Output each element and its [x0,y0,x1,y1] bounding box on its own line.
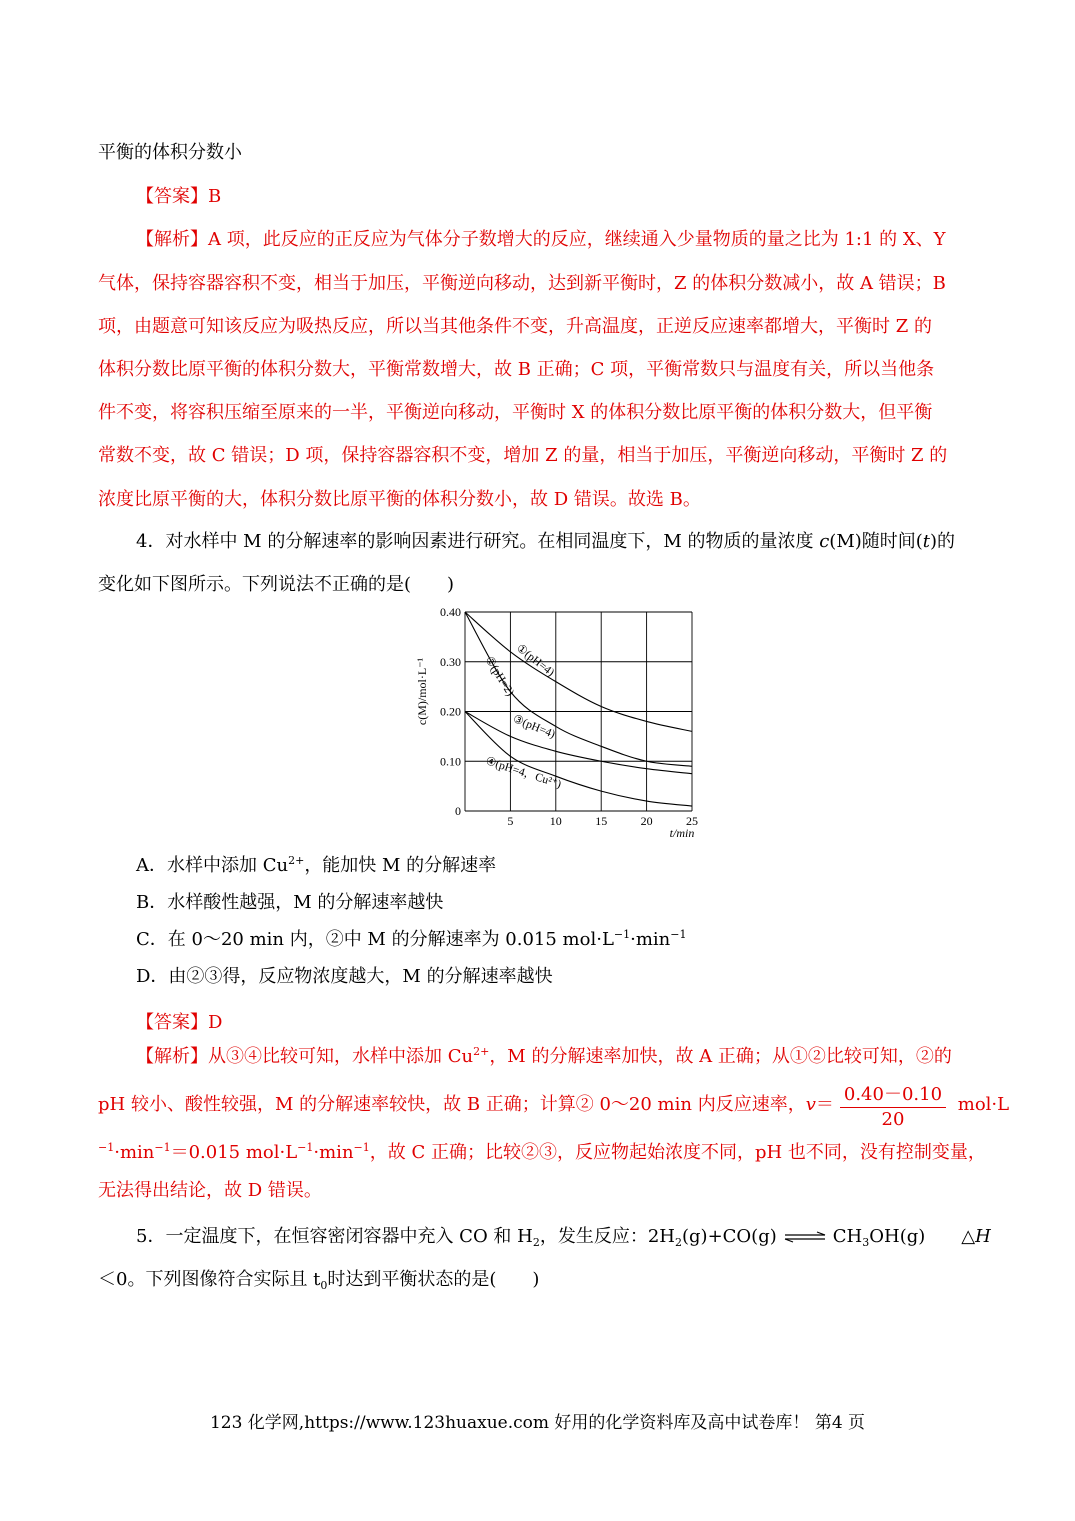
answer-value: D [208,1012,223,1033]
explanation-q4-line1 [136,1042,952,1068]
answer-tag: 【答案】 [136,186,208,207]
option-c-sup: −1 [670,928,687,941]
q5-text: OH(g) [869,1226,926,1247]
explanation-text: pH 较小、酸性较强，M 的分解速率较快，故 B 正确；计算② 0～20 min 内反应速率， [98,1094,806,1115]
explanation-q4-line2 [98,1080,1009,1130]
q5-sub: 2 [675,1236,682,1249]
chart-labels [482,642,562,791]
q5-text: CH [832,1226,863,1247]
equilibrium-arrow-icon [781,1231,829,1243]
option-a-text: ，能加快 M 的分解速率 [304,855,497,876]
explanation-q3-line6: 常数不变，故 C 错误；D 项，保持容器容积不变，增加 Z 的量，相当于加压，平衡逆向移动，平衡时 Z 的 [98,445,948,466]
option-c-sup: −1 [613,928,631,941]
q5-text: 5．一定温度下，在恒容密闭容器中充入 CO 和 H [136,1226,533,1247]
series-label: ③(pH=4) [511,713,557,741]
option-b: B．水样酸性越强，M 的分解速率越快 [136,892,444,913]
series-label: ②(pH=2) [482,654,517,699]
explanation-q3-line3: 项，由题意可知该反应为吸热反应，所以当其他条件不变，升高温度，正逆反应速率都增大，平衡时 Z 的 [98,316,932,337]
explanation-q3-line4: 体积分数比原平衡的体积分数大，平衡常数增大，故 B 正确；C 项，平衡常数只与温度有关，所以当他条 [98,359,935,380]
x-tick-label: 20 [640,814,653,828]
question-4-line1 [136,527,955,553]
x-tick-label: 25 [686,814,698,828]
sup: −1 [98,1141,115,1154]
text: ·min [313,1142,354,1163]
enthalpy-var: H [975,1226,991,1247]
page-footer: 123 化学网,https://www.123huaxue.com 好用的化学资料库及高中试卷库！ 第4 页 [209,1413,866,1433]
q4-text: (M)随时间( [829,531,923,552]
series-line [465,612,692,766]
q4-var-c: c [819,531,830,552]
explanation-q4-line3 [98,1138,986,1164]
q5-text: ，发生反应：2H [539,1226,675,1247]
fraction-denominator: 20 [881,1109,905,1130]
explanation-q3-line1 [136,225,946,251]
explanation-q3-line7: 浓度比原平衡的大，体积分数比原平衡的体积分数小，故 D 错误。故选 B。 [98,489,701,510]
concentration-time-chart [410,598,710,838]
q5-sub: 3 [862,1236,870,1249]
delta-symbol: △ [961,1226,976,1247]
q5-sub: 2 [532,1236,540,1249]
question-5-line1 [136,1222,991,1249]
series-label: ④(pH=4，Cu²⁺) [484,755,563,791]
explanation-q3-line5: 件不变，将容积压缩至原来的一半，平衡逆向移动，平衡时 X 的体积分数比原平衡的体积分数大，但平衡 [98,402,933,423]
chart-curves [465,612,692,806]
q4-text: 4．对水样中 M 的分解速率的影响因素进行研究。在相同温度下，M 的物质的量浓度 [136,531,820,552]
answer-q4 [136,1008,222,1034]
text: ，故 C 正确；比较②③，反应物起始浓度不同，pH 也不同，没有控制变量， [369,1142,986,1163]
option-a [136,851,496,877]
explanation-text: 从③④比较可知，水样中添加 Cu [208,1046,474,1067]
x-tick-label: 10 [549,814,562,828]
sup: −1 [297,1141,314,1154]
explanation-tag: 【解析】 [136,229,208,250]
x-tick-label: 15 [595,814,608,828]
q4-var-t: t [922,531,931,552]
chart-axes [415,605,698,838]
text: ·min [114,1142,155,1163]
var-v: v [805,1094,816,1115]
option-a-sup: 2+ [288,854,305,867]
x-axis-label: t/min [669,826,695,838]
explanation-text: A 项，此反应的正反应为气体分子数增大的反应，继续通入少量物质的量之比为 1:1 的 X、Y [208,229,946,250]
explanation-q3-line2: 气体，保持容器容积不变，相当于加压，平衡逆向移动，达到新平衡时，Z 的体积分数减小，故 A 错误；B [98,273,946,294]
q5-sub: 0 [320,1279,328,1292]
explanation-text: mol·L [952,1094,1010,1115]
y-tick-label: 0.20 [440,704,461,719]
sup: −1 [353,1141,370,1154]
y-tick-label: 0 [455,804,461,818]
sup: −1 [154,1141,171,1154]
equals-sign: ＝ [815,1094,834,1115]
question-4-line2: 变化如下图所示。下列说法不正确的是( ) [98,574,455,595]
text: ＝0.015 mol·L [170,1142,298,1163]
q4-text: )的 [930,531,956,552]
q5-text: 时达到平衡状态的是( ) [327,1269,540,1290]
option-a-text: A．水样中添加 Cu [136,855,289,876]
question-5-line2 [98,1265,539,1292]
option-d: D．由②③得，反应物浓度越大，M 的分解速率越快 [136,966,553,987]
answer-tag: 【答案】 [136,1012,208,1033]
option-c [136,925,686,951]
explanation-q4-line4: 无法得出结论，故 D 错误。 [98,1180,322,1201]
y-axis-label: c(M)/mol·L⁻¹ [415,657,429,726]
series-label: ①(pH=4) [514,642,557,679]
y-tick-label: 0.40 [440,605,461,619]
explanation-text: ，M 的分解速率加快，故 A 正确；从①②比较可知，②的 [489,1046,952,1067]
option-c-text: C．在 0～20 min 内，②中 M 的分解速率为 0.015 mol·L [136,929,614,950]
y-tick-label: 0.10 [440,754,461,769]
explanation-tag: 【解析】 [136,1046,208,1067]
fraction-numerator: 0.40－0.10 [840,1080,946,1108]
q5-text: (g)+CO(g) [682,1226,777,1247]
answer-q3 [136,182,221,208]
q5-text: ＜0。下列图像符合实际且 t [98,1269,321,1290]
y-tick-label: 0.30 [440,654,461,669]
text-line: 平衡的体积分数小 [98,142,242,163]
x-tick-label: 5 [507,814,514,828]
explanation-sup: 2+ [473,1045,490,1058]
answer-value: B [208,186,222,207]
rate-fraction [840,1080,946,1130]
option-c-text: ·min [630,929,671,950]
